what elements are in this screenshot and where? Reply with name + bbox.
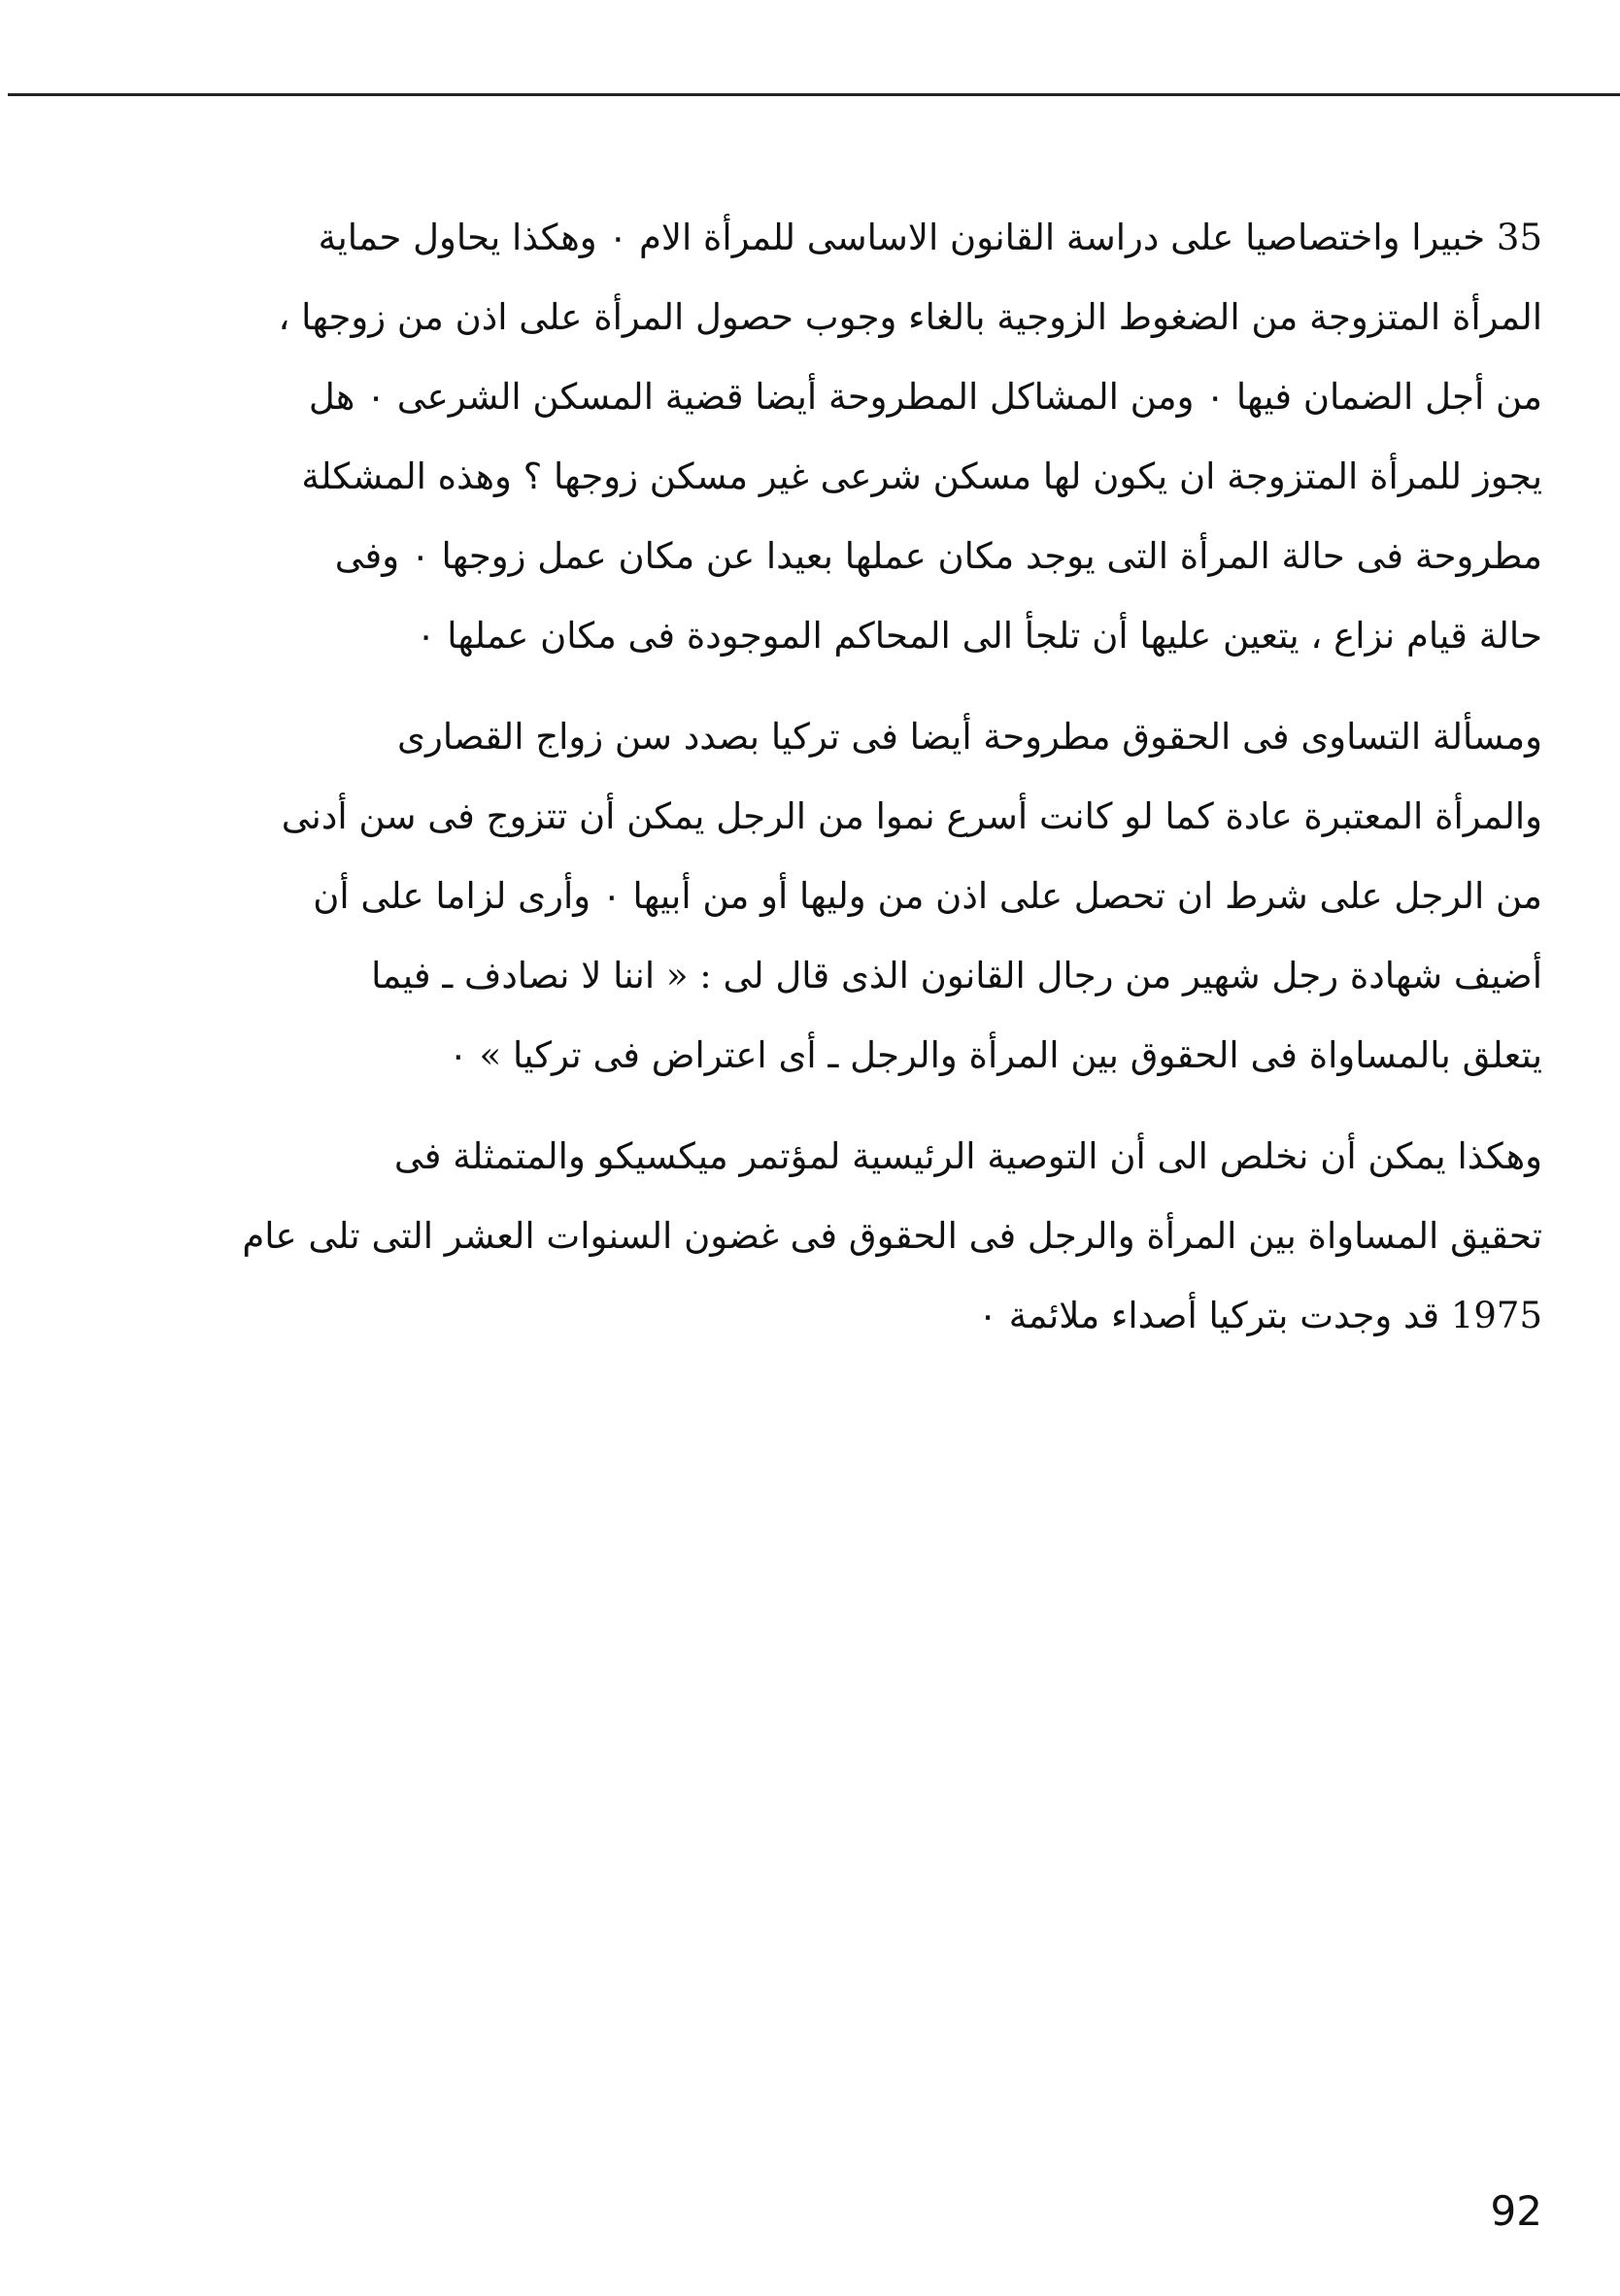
paragraph-gap: [85, 676, 1542, 697]
text-line: وهكذا يمكن أن نخلص الى أن التوصية الرئيسية لمؤتمر ميكسيكو والمتمثلة فى: [393, 1135, 1542, 1177]
text-line: يجوز للمرأة المتزوجة ان يكون لها مسكن شرعى غير مسكن زوجها ؟ وهذه المشكلة: [301, 456, 1542, 497]
text-line: حالة قيام نزاع ، يتعين عليها أن تلجأ الى المحاكم الموجودة فى مكان عملها ٠: [416, 615, 1542, 657]
paragraph-1: [85, 198, 1542, 676]
text-line: مطروحة فى حالة المرأة التى يوجد مكان عملها بعيدا عن مكان عمل زوجها ٠ وفى: [334, 535, 1542, 577]
text-line: المرأة المتزوجة من الضغوط الزوجية بالغاء وجوب حصول المرأة على اذن من زوجها ،: [278, 296, 1542, 338]
top-rule: [8, 93, 1620, 96]
paragraph-gap: [85, 1096, 1542, 1117]
text-line: ومسألة التساوى فى الحقوق مطروحة أيضا فى تركيا بصدد سن زواج القصارى: [397, 716, 1542, 758]
text-line: أضيف شهادة رجل شهير من رجال القانون الذى قال لى : « اننا لا نصادف ـ فيما: [371, 955, 1542, 996]
text-line: من أجل الضمان فيها ٠ ومن المشاكل المطروحة أيضا قضية المسكن الشرعى ٠ هل: [308, 376, 1542, 418]
text-line: والمرأة المعتبرة عادة كما لو كانت أسرع نموا من الرجل يمكن أن تتزوج فى سن أدنى: [281, 795, 1542, 837]
text-line: 1975 قد وجدت بتركيا أصداء ملائمة ٠: [978, 1295, 1542, 1336]
text-line: 35 خبيرا واختصاصيا على دراسة القانون الاساسى للمرأة الام ٠ وهكذا يحاول حماية: [318, 217, 1542, 258]
text-line: تحقيق المساواة بين المرأة والرجل فى الحقوق فى غضون السنوات العشر التى تلى عام: [242, 1215, 1542, 1257]
text-line: من الرجل على شرط ان تحصل على اذن من وليها أو من أبيها ٠ وأرى لزاما على أن: [313, 875, 1542, 917]
text-line: يتعلق بالمساواة فى الحقوق بين المرأة والرجل ـ أى اعتراض فى تركيا » ٠: [448, 1034, 1542, 1076]
paragraph-3: [85, 1117, 1542, 1356]
paragraph-2: [85, 697, 1542, 1096]
page-body: [85, 198, 1542, 1356]
page-number: 92: [1490, 2187, 1542, 2235]
